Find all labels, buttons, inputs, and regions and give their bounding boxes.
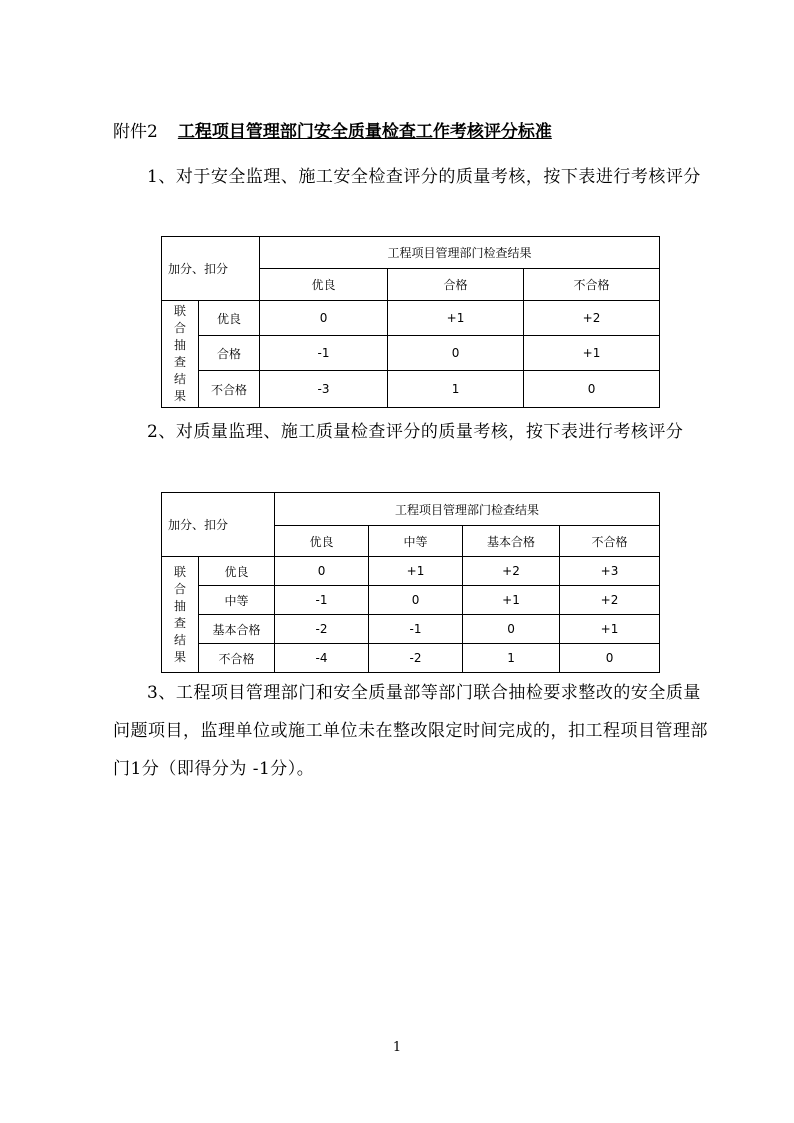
row-label: 优良 bbox=[199, 557, 275, 586]
table-cell: -4 bbox=[275, 644, 369, 673]
column-header: 合格 bbox=[388, 269, 524, 301]
table-row bbox=[162, 336, 660, 371]
table-row bbox=[162, 615, 660, 644]
paragraph-1: 1、对于安全监理、施工安全检查评分的质量考核，按下表进行考核评分 bbox=[147, 167, 701, 187]
table-cell: +2 bbox=[560, 586, 660, 615]
column-header: 不合格 bbox=[560, 526, 660, 557]
table-cell: -2 bbox=[275, 615, 369, 644]
document-heading bbox=[113, 118, 713, 146]
table-cell: +1 bbox=[388, 301, 524, 336]
side-header-label: 联 合 抽 查 结 果 bbox=[173, 564, 186, 664]
safety-scoring-table bbox=[161, 236, 660, 408]
paragraph-3: 3、工程项目管理部门和安全质量部等部门联合抽检要求整改的安全质量问题项目，监理单位或施工单位未在整改限定时间完成的，扣工程项目管理部门1分（即得分为 -1分）。 bbox=[113, 683, 708, 779]
quality-scoring-table bbox=[161, 492, 660, 673]
row-label: 基本合格 bbox=[199, 615, 275, 644]
table-row bbox=[162, 371, 660, 408]
table-cell: 0 bbox=[260, 301, 388, 336]
table-cell: 0 bbox=[463, 615, 560, 644]
column-header: 基本合格 bbox=[463, 526, 560, 557]
table-cell: +2 bbox=[463, 557, 560, 586]
table-cell: +3 bbox=[560, 557, 660, 586]
row-label: 合格 bbox=[199, 336, 260, 371]
side-header bbox=[162, 301, 199, 408]
document-title: 工程项目管理部门安全质量检查工作考核评分标准 bbox=[177, 122, 552, 142]
table-cell: -3 bbox=[260, 371, 388, 408]
column-header: 优良 bbox=[260, 269, 388, 301]
table-cell: +1 bbox=[524, 336, 660, 371]
table-row bbox=[162, 301, 660, 336]
table-row bbox=[162, 644, 660, 673]
side-header bbox=[162, 557, 199, 673]
column-header: 不合格 bbox=[524, 269, 660, 301]
table-cell: -2 bbox=[369, 644, 463, 673]
attachment-label: 附件2 bbox=[113, 122, 158, 142]
table-row bbox=[162, 586, 660, 615]
table-cell: 0 bbox=[275, 557, 369, 586]
table-cell: 1 bbox=[388, 371, 524, 408]
table-cell: +1 bbox=[463, 586, 560, 615]
table-cell: -1 bbox=[275, 586, 369, 615]
table-cell: +1 bbox=[560, 615, 660, 644]
table-cell: 0 bbox=[369, 586, 463, 615]
table-cell: 0 bbox=[524, 371, 660, 408]
table-row bbox=[162, 557, 660, 586]
group-header: 工程项目管理部门检查结果 bbox=[275, 493, 660, 526]
table-corner-header: 加分、扣分 bbox=[162, 237, 260, 301]
table-corner-header: 加分、扣分 bbox=[162, 493, 275, 557]
table-cell: 0 bbox=[560, 644, 660, 673]
table-cell: 1 bbox=[463, 644, 560, 673]
column-header: 优良 bbox=[275, 526, 369, 557]
page-number: 1 bbox=[392, 1040, 402, 1055]
column-header: 中等 bbox=[369, 526, 463, 557]
table-cell: 0 bbox=[388, 336, 524, 371]
group-header: 工程项目管理部门检查结果 bbox=[260, 237, 660, 269]
row-label: 不合格 bbox=[199, 644, 275, 673]
row-label: 中等 bbox=[199, 586, 275, 615]
paragraph-2: 2、对质量监理、施工质量检查评分的质量考核，按下表进行考核评分 bbox=[147, 422, 684, 442]
table-cell: +2 bbox=[524, 301, 660, 336]
side-header-label: 联 合 抽 查 结 果 bbox=[173, 304, 186, 403]
table-cell: +1 bbox=[369, 557, 463, 586]
table-cell: -1 bbox=[260, 336, 388, 371]
row-label: 不合格 bbox=[199, 371, 260, 408]
row-label: 优良 bbox=[199, 301, 260, 336]
table-cell: -1 bbox=[369, 615, 463, 644]
